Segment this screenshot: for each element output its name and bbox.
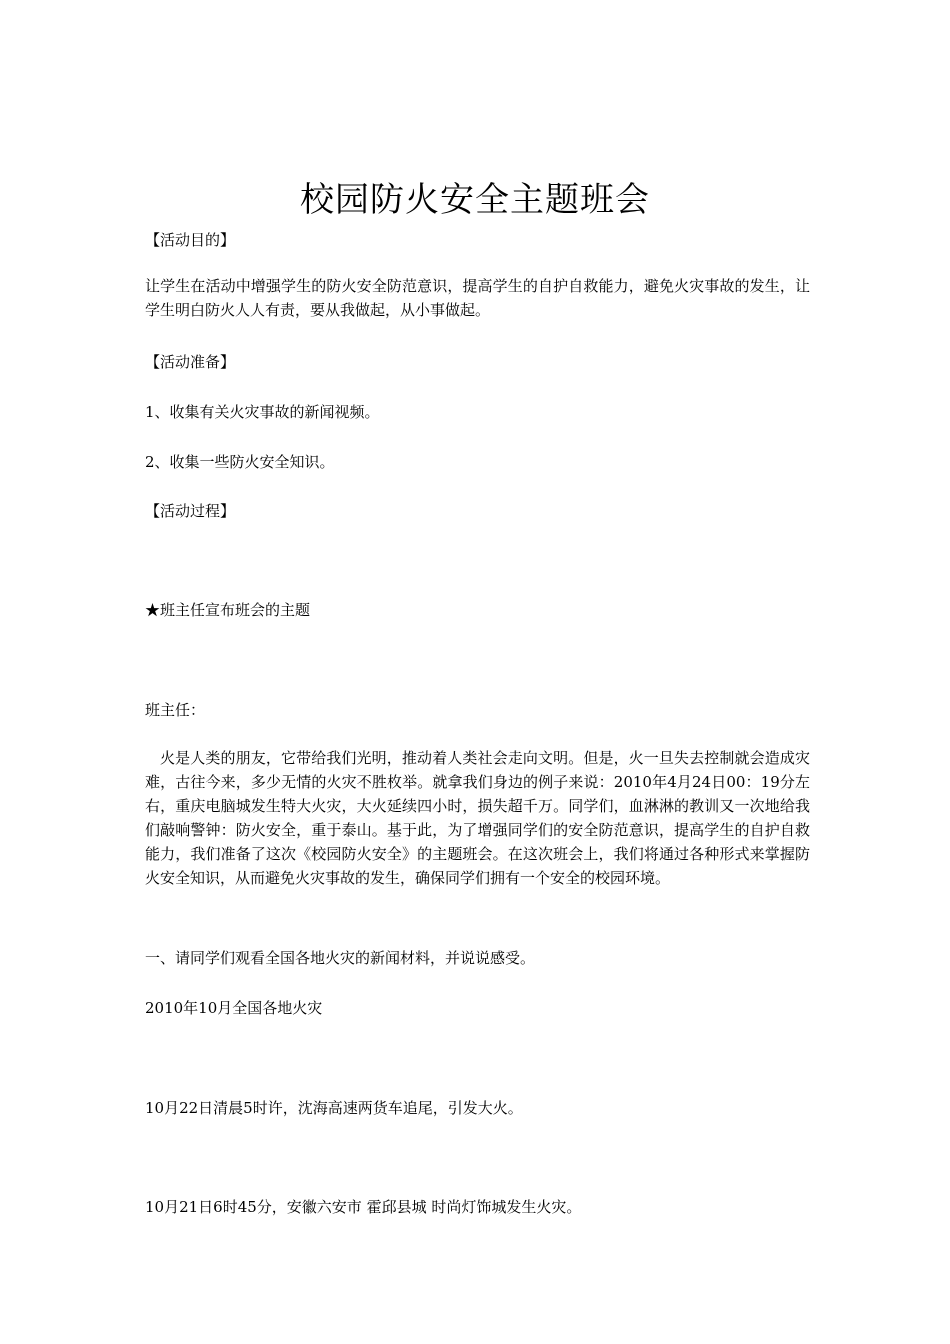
fire-list-heading: 2010年10月全国各地火灾 — [145, 999, 323, 1017]
prep-heading: 【活动准备】 — [145, 353, 236, 371]
process-heading: 【活动过程】 — [145, 502, 236, 520]
prep-item: 1、收集有关火灾事故的新闻视频。 — [145, 403, 380, 421]
fire-event-item: 10月22日清晨5时许，沈海高速两货车追尾，引发大火。 — [145, 1099, 523, 1117]
page-title: 校园防火安全主题班会 — [300, 180, 650, 220]
prep-item: 2、收集一些防火安全知识。 — [145, 453, 335, 471]
teacher-label: 班主任： — [145, 701, 206, 719]
section-one-heading: 一、请同学们观看全国各地火灾的新闻材料，并说说感受。 — [145, 949, 536, 967]
teacher-speech-paragraph: 火是人类的朋友，它带给我们光明，推动着人类社会走向文明。但是，火一旦失去控制就会造成灾难，古往今来，多少无情的火灾不胜枚举。就拿我们身边的例子来说：2010年4月24日00：19分左右，重庆电脑城发生特大火灾，大火延续四小时，损失超千万。同学们，血淋淋的教训又一次地给我们敲响警钟：防火安全，重于泰山。基于此，为了增强同学们的安全防范意识，提高学生的自护自救能力，我们准备了这次《校园防火安全》的主题班会。在这次班会上，我们将通过各种形式来掌握防火安全知识，从而避免火灾事故的发生，确保同学们拥有一个安全的校园环境。 — [145, 749, 810, 887]
purpose-paragraph: 让学生在活动中增强学生的防火安全防范意识，提高学生的自护自救能力，避免火灾事故的发生，让学生明白防火人人有责，要从我做起，从小事做起。 — [145, 277, 810, 319]
fire-event-item: 10月21日6时45分，安徽六安市 霍邱县城 时尚灯饰城发生火灾。 — [145, 1198, 582, 1216]
star-item: ★班主任宣布班会的主题 — [145, 601, 311, 619]
purpose-heading: 【活动目的】 — [145, 231, 236, 249]
